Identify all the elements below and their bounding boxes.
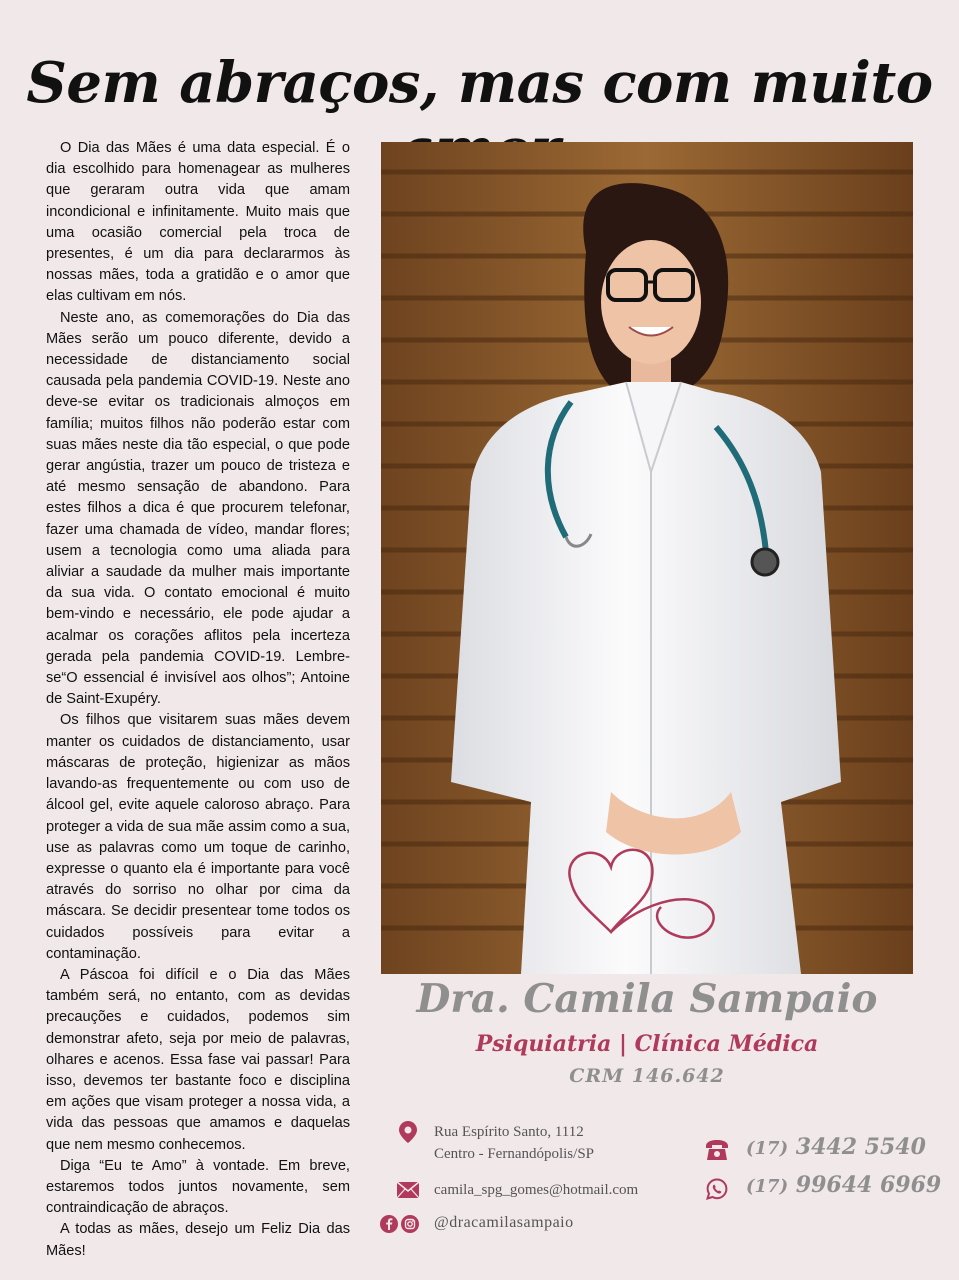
- article-paragraph: A Páscoa foi difícil e o Dia das Mães também será, no entanto, com as devidas precauções e cuidados, podemos sim demonstrar afeto, seja por meio de palavras, olhares e acenos. Essa fase vai passar! Para isso, devemos ter bastante foco e disciplina em ações que visam proteger a nossa vida, a vida das pessoas que amamos e daquelas que nem mesmo conhecemos.: [46, 966, 350, 1153]
- social-handle[interactable]: @dracamilasampaio: [434, 1214, 574, 1231]
- doctor-name: Dra. Camila Sampaio: [416, 976, 878, 1022]
- envelope-icon: [397, 1182, 419, 1198]
- facebook-icon[interactable]: [380, 1215, 398, 1233]
- email-link[interactable]: camila_spg_gomes@hotmail.com: [434, 1182, 639, 1198]
- doctor-crm: CRM 146.642: [569, 1065, 725, 1087]
- article-paragraph: Neste ano, as comemorações do Dia das Mães serão um pouco diferente, devido a necessidade de distanciamento social causada pela pandemia COVID-19. Neste ano deve-se evitar os tradicionais almoços em família; muitos filhos não poderão estar com suas mães neste dia tão especial, o que pode gerar angústia, trazer um pouco de tristeza e até mesmo sensação de abandono. Para estes filhos a dica é que procurem telefonar, fazer uma chamada de vídeo, mandar flores; usem a tecnologia como uma aliada para aliviar a saudade da mulher mais importante da sua vida. O contato emocional é muito bem-vindo e necessário, ele pode ajudar a acalmar os corações aflitos pela incerteza gerada pela pandemia COVID-19. Lembre-se“O essencial é invisível aos olhos”; Antoine de Saint-Exupéry.: [46, 309, 350, 708]
- article-paragraph: Diga “Eu te Amo” à vontade. Em breve, estaremos todos juntos novamente, sem contraindicação de abraços.: [46, 1157, 350, 1217]
- whatsapp-icon: [706, 1178, 728, 1200]
- address-line-1: Rua Espírito Santo, 1112: [434, 1124, 584, 1140]
- address-line-2: Centro - Fernandópolis/SP: [434, 1146, 594, 1162]
- phone-value: 3442 5540: [795, 1134, 926, 1160]
- instagram-icon[interactable]: [401, 1215, 419, 1233]
- doctor-photo: [381, 142, 913, 974]
- article-paragraph: Os filhos que visitarem suas mães devem manter os cuidados de distanciamento, usar máscaras de proteção, higienizar as mãos lavando-as frequentemente ou com uso de álcool gel, evite aquele caloroso abraço. Para proteger a vida de sua mãe assim como a sua, use as palavras como um toque de carinho, expresse o quanto ela é importante para você através do sorriso no olhar por cima da máscara. Se decidir presentear tome todos os cuidados possíveis para evitar a contaminação.: [46, 712, 350, 962]
- article-paragraph: O Dia das Mães é uma data especial. É o dia escolhido para homenagear as mulheres que geraram outra vida que amam incondicional e infinitamente. Muito mais que uma ocasião comercial pela troca de presentes, é um dia para declararmos às nossas mães, toda a gratidão e o amor que elas cultivam em nós.: [46, 140, 350, 305]
- doctor-specialty: Psiquiatria | Clínica Médica: [475, 1031, 819, 1057]
- telephone-icon: [705, 1140, 729, 1160]
- phone-area-code: (17): [746, 1138, 789, 1159]
- phone-number[interactable]: [746, 1134, 926, 1160]
- location-pin-icon: [399, 1121, 417, 1143]
- page-title: Sem abraços, mas com muito: [26, 50, 933, 116]
- address-block: [434, 1121, 594, 1165]
- article-paragraph: A todas as mães, desejo um Feliz Dia das Mães!: [46, 1221, 350, 1259]
- whatsapp-number[interactable]: [746, 1172, 941, 1198]
- article-body: [46, 138, 350, 1262]
- whatsapp-area-code: (17): [746, 1176, 789, 1197]
- whatsapp-value: 99644 6969: [795, 1172, 942, 1198]
- heart-scribble-logo: [551, 822, 741, 972]
